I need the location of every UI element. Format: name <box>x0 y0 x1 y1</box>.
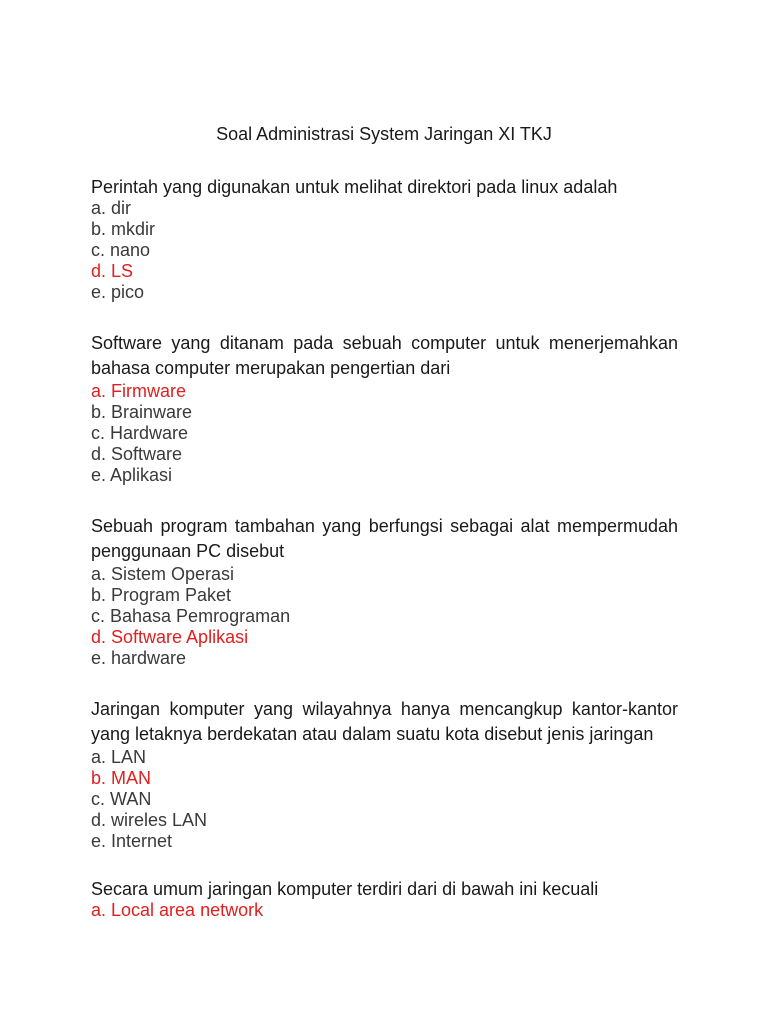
document-title: Soal Administrasi System Jaringan XI TKJ <box>216 124 552 144</box>
option-d: d. wireles LAN <box>91 810 208 830</box>
option-c: c. WAN <box>91 789 152 809</box>
option-e: e. Aplikasi <box>91 465 173 485</box>
option-a: a. dir <box>91 198 132 218</box>
option-b: b. Program Paket <box>91 585 232 605</box>
option-a: a. LAN <box>91 747 147 767</box>
option-d: d. Software <box>91 444 183 464</box>
question-text: Perintah yang digunakan untuk melihat direktori pada linux adalah <box>91 177 618 197</box>
option-c: c. Hardware <box>91 423 189 443</box>
question-text: Sebuah program tambahan yang berfungsi sebagai alat mempermudah penggunaan PC disebut <box>91 516 678 561</box>
question-3 <box>91 514 678 669</box>
option-a-correct: a. Local area network <box>91 900 264 920</box>
question-text: Secara umum jaringan komputer terdiri dari di bawah ini kecuali <box>91 879 599 899</box>
option-a-correct: a. Firmware <box>91 381 187 401</box>
option-e: e. pico <box>91 282 145 302</box>
options-list <box>91 747 678 852</box>
option-d-correct: d. LS <box>91 261 134 281</box>
question-text: Jaringan komputer yang wilayahnya hanya mencangkup kantor-kantor yang letaknya berdekatan atau dalam suatu kota disebut jenis jaringan <box>91 699 678 744</box>
option-e: e. hardware <box>91 648 187 668</box>
question-1 <box>91 176 678 303</box>
options-list <box>91 198 678 303</box>
question-4 <box>91 697 678 852</box>
option-e: e. Internet <box>91 831 173 851</box>
options-list <box>91 564 678 669</box>
option-b-correct: b. MAN <box>91 768 152 788</box>
options-list <box>91 381 678 486</box>
question-2 <box>91 331 678 486</box>
option-a: a. Sistem Operasi <box>91 564 235 584</box>
question-text: Software yang ditanam pada sebuah computer untuk menerjemahkan bahasa computer merupakan pengertian dari <box>91 333 678 378</box>
options-list <box>91 900 678 921</box>
option-c: c. nano <box>91 240 151 260</box>
option-b: b. Brainware <box>91 402 193 422</box>
option-b: b. mkdir <box>91 219 156 239</box>
option-c: c. Bahasa Pemrograman <box>91 606 291 626</box>
option-d-correct: d. Software Aplikasi <box>91 627 249 647</box>
question-5 <box>91 878 678 921</box>
